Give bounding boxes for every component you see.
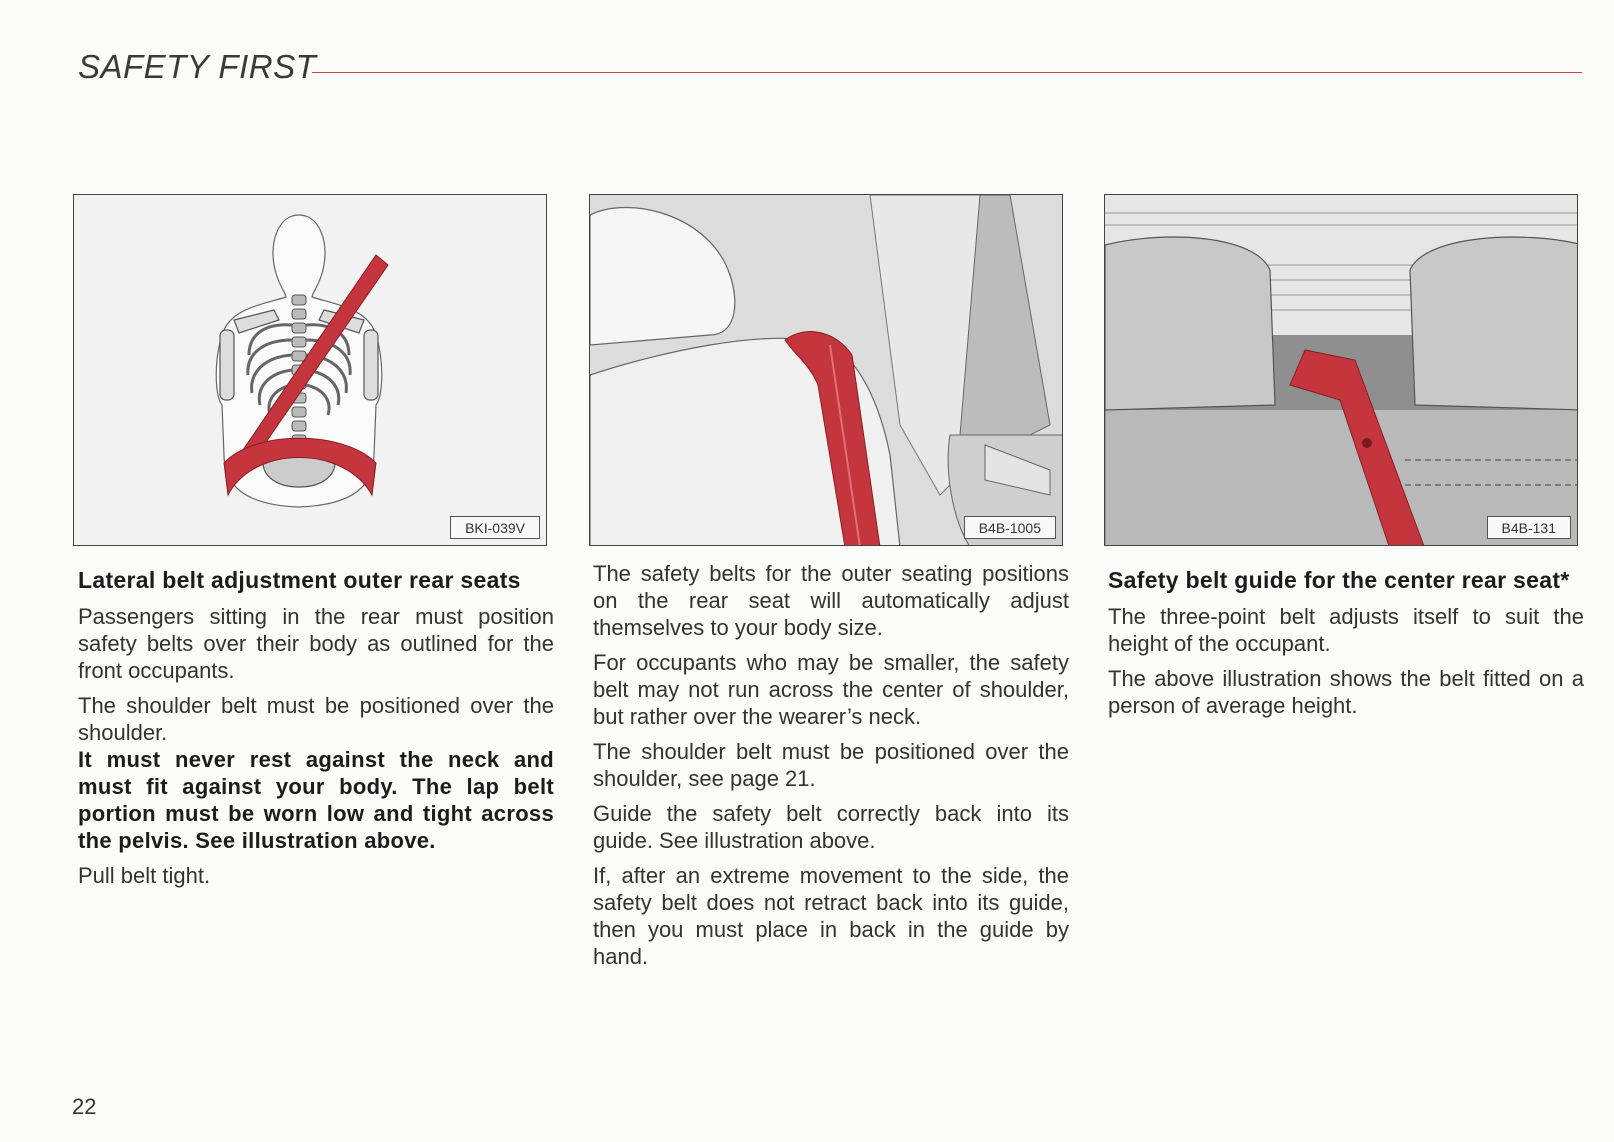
page-number: 22 [72,1094,97,1119]
warning-paragraph: It must never rest against the neck and must fit against your body. The lap belt portion must be worn low and tight across the pelvis. See illustration above. [78,747,554,853]
skeleton-seatbelt-illustration [74,195,547,546]
page-title: SAFETY FIRST [78,48,317,85]
paragraph: If, after an extreme movement to the side, the safety belt does not retract back into its guide, then you must place in back in the guide by hand. [593,863,1069,969]
paragraph: Pull belt tight. [78,863,211,888]
paragraph: The above illustration shows the belt fitted on a person of average height. [1108,666,1584,718]
figure-code: B4B-1005 [964,516,1056,539]
figure-rear-seat [589,194,1063,546]
paragraph: The shoulder belt must be positioned over the shoulder. [78,693,554,745]
paragraph: The safety belts for the outer seating positions on the rear seat will automatically adjust themselves to your body size. [593,561,1069,640]
paragraph: Guide the safety belt correctly back into its guide. See illustration above. [593,801,1069,853]
figure-skeleton [73,194,547,546]
figure-center-seat [1104,194,1578,546]
rear-seat-belt-illustration [590,195,1063,546]
paragraph: For occupants who may be smaller, the safety belt may not run across the center of shoulder, but rather over the wearer’s neck. [593,650,1069,729]
column-center-belt-guide [1108,566,1584,727]
page-header [78,48,1582,92]
paragraph: Passengers sitting in the rear must position safety belts over their body as outlined for the front occupants. [78,604,554,683]
column-lateral-belt [78,566,554,897]
figure-code: B4B-131 [1487,516,1571,539]
column-outer-seat-belts [593,560,1069,978]
paragraph: The shoulder belt must be positioned over the shoulder, see page 21. [593,739,1069,791]
figure-code: BKI-039V [450,516,540,539]
header-rule [312,72,1582,73]
paragraph: The three-point belt adjusts itself to suit the height of the occupant. [1108,604,1584,656]
section-heading: Lateral belt adjustment outer rear seats [78,567,521,593]
section-heading: Safety belt guide for the center rear seat* [1108,567,1570,593]
center-rear-seat-belt-illustration [1105,195,1578,546]
